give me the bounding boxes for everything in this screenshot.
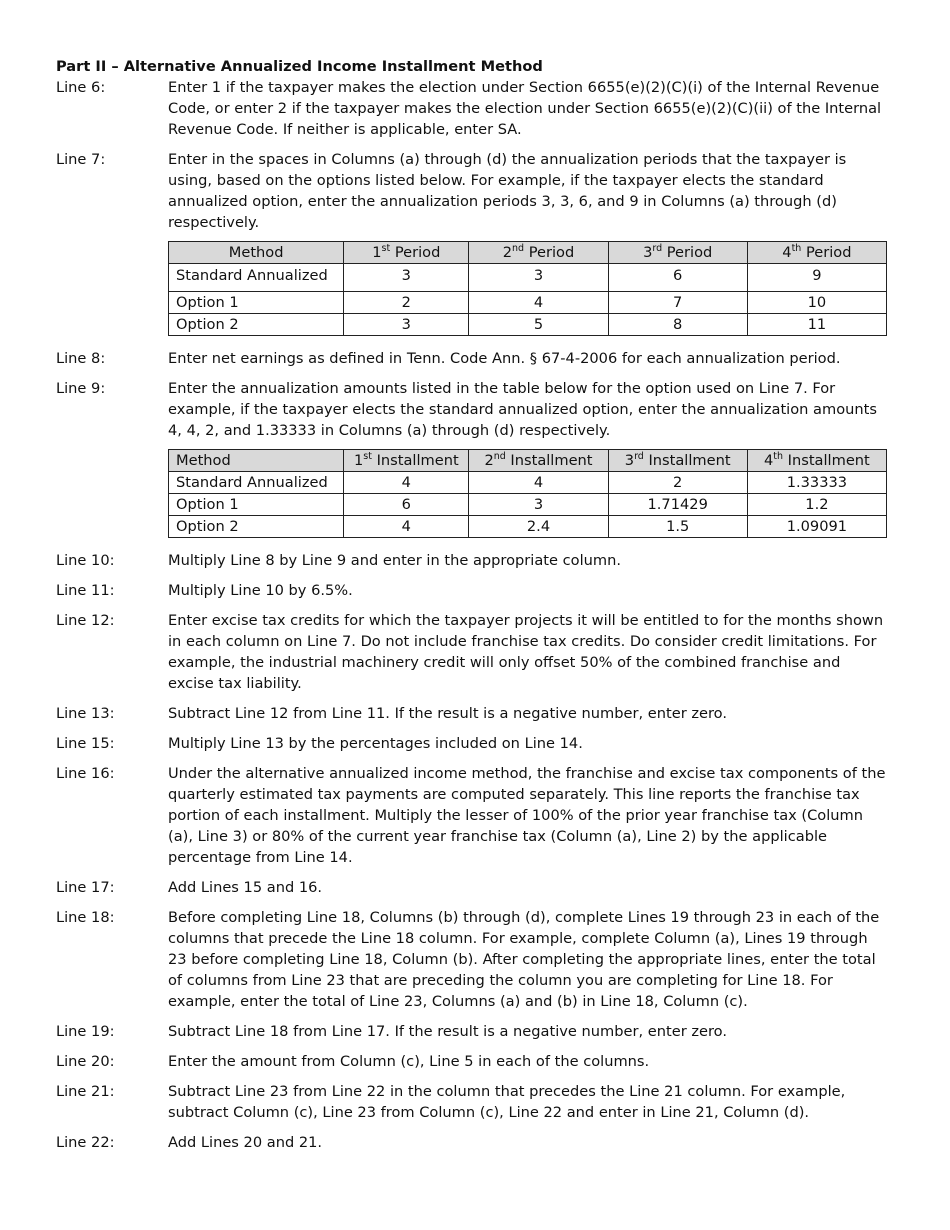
- line-label: Line 18:: [56, 909, 115, 926]
- line-label: Line 10:: [56, 552, 115, 569]
- table-cell: 3: [344, 264, 469, 292]
- line-text: Enter the annualization amounts listed in the table below for the option used on Line 7. For example, if the taxpayer elects the standard annualized option, enter the annualization amounts 4, 4, 2, and 1.33333 in Columns (a) through (d) respectively.: [168, 380, 877, 439]
- line-text: Subtract Line 12 from Line 11. If the result is a negative number, enter zero.: [168, 705, 727, 722]
- table-cell: 5: [469, 314, 608, 336]
- lines-group-a: [56, 77, 888, 233]
- table-cell: 1.5: [608, 516, 747, 538]
- line-text: Subtract Line 23 from Line 22 in the column that precedes the Line 21 column. For example, subtract Column (c), Line 23 from Column (c), Line 22 and enter in Line 21, Column (d).: [168, 1083, 846, 1121]
- header-method: Method: [169, 242, 344, 264]
- line-item: [56, 580, 888, 601]
- line-label: Line 8:: [56, 350, 106, 367]
- line-item: [56, 1051, 888, 1072]
- table-cell: 11: [747, 314, 886, 336]
- table-cell: 10: [747, 292, 886, 314]
- line-item: [56, 1021, 888, 1042]
- line-label: Line 17:: [56, 879, 115, 896]
- line-text: Before completing Line 18, Columns (b) through (d), complete Lines 19 through 23 in each of the columns that precede the Line 18 column. For example, complete Column (a), Lines 19 through 23 before completing Line 18, Column (b). After completing the appropriate lines, enter the total of columns from Line 23 that are preceding the column you are completing for Line 18. For example, enter the total of Line 23, Columns (a) and (b) in Line 18, Column (c).: [168, 909, 880, 1010]
- table-row: [169, 292, 887, 314]
- line-label: Line 16:: [56, 765, 115, 782]
- table-row: [169, 472, 887, 494]
- header-period-3: 3rd Period: [608, 242, 747, 264]
- table-cell: 9: [747, 264, 886, 292]
- table-cell: 2.4: [469, 516, 608, 538]
- table-cell: Option 1: [169, 494, 344, 516]
- line-text: Enter the amount from Column (c), Line 5 in each of the columns.: [168, 1053, 650, 1070]
- table-cell: 2: [344, 292, 469, 314]
- table-cell: 4: [344, 516, 469, 538]
- line-item: [56, 77, 888, 140]
- section-heading: Part II – Alternative Annualized Income Installment Method: [56, 58, 543, 75]
- line-text: Enter net earnings as defined in Tenn. Code Ann. § 67-4-2006 for each annualization period.: [168, 350, 841, 367]
- table-header-row: [169, 450, 887, 472]
- line-text: Enter 1 if the taxpayer makes the election under Section 6655(e)(2)(C)(i) of the Internal Revenue Code, or enter 2 if the taxpayer makes the election under Section 6655(e)(2)(C)(ii) of the Internal Revenue Code. If neither is applicable, enter SA.: [168, 79, 882, 138]
- annualization-amounts-table: [168, 449, 887, 538]
- line-text: Subtract Line 18 from Line 17. If the result is a negative number, enter zero.: [168, 1023, 727, 1040]
- line-label: Line 21:: [56, 1083, 115, 1100]
- line-item: [56, 763, 888, 868]
- table-cell: 3: [344, 314, 469, 336]
- line-label: Line 11:: [56, 582, 115, 599]
- line-text: Add Lines 20 and 21.: [168, 1134, 323, 1151]
- lines-group-b: [56, 348, 888, 441]
- table-row: [169, 264, 887, 292]
- table-cell: 1.09091: [747, 516, 886, 538]
- line-text: Enter excise tax credits for which the taxpayer projects it will be entitled to for the months shown in each column on Line 7. Do not include franchise tax credits. Do consider credit limitations. For example, the industrial machinery credit will only offset 50% of the combined franchise and excise tax liability.: [168, 612, 884, 692]
- line-item: [56, 877, 888, 898]
- table-row: [169, 516, 887, 538]
- header-installment-2: 2nd Installment: [469, 450, 608, 472]
- table-cell: 6: [344, 494, 469, 516]
- line-label: Line 19:: [56, 1023, 115, 1040]
- line-item: [56, 733, 888, 754]
- line-text: Enter in the spaces in Columns (a) through (d) the annualization periods that the taxpayer is using, based on the options listed below. For example, if the taxpayer elects the standard annualized option, enter the annualization periods 3, 3, 6, and 9 in Columns (a) through (d) respectively.: [168, 151, 847, 231]
- header-period-4: 4th Period: [747, 242, 886, 264]
- table-cell: 4: [469, 292, 608, 314]
- line-item: [56, 703, 888, 724]
- line-item: [56, 1132, 888, 1153]
- line-label: Line 9:: [56, 380, 106, 397]
- table-cell: 7: [608, 292, 747, 314]
- table-cell: Option 1: [169, 292, 344, 314]
- line-item: [56, 1081, 888, 1123]
- line-label: Line 13:: [56, 705, 115, 722]
- header-installment-3: 3rd Installment: [608, 450, 747, 472]
- header-installment-4: 4th Installment: [747, 450, 886, 472]
- line-text: Multiply Line 10 by 6.5%.: [168, 582, 353, 599]
- table-cell: 1.33333: [747, 472, 886, 494]
- line-item: [56, 348, 888, 369]
- line-item: [56, 378, 888, 441]
- line-text: Add Lines 15 and 16.: [168, 879, 323, 896]
- line-text: Multiply Line 13 by the percentages included on Line 14.: [168, 735, 583, 752]
- header-method: Method: [169, 450, 344, 472]
- table-cell: 4: [344, 472, 469, 494]
- table-cell: 1.2: [747, 494, 886, 516]
- header-period-1: 1st Period: [344, 242, 469, 264]
- table-cell: 4: [469, 472, 608, 494]
- table-cell: 3: [469, 494, 608, 516]
- table-cell: Option 2: [169, 516, 344, 538]
- table-cell: 2: [608, 472, 747, 494]
- table-cell: Option 2: [169, 314, 344, 336]
- line-item: [56, 907, 888, 1012]
- table-cell: 1.71429: [608, 494, 747, 516]
- line-item: [56, 610, 888, 694]
- header-period-2: 2nd Period: [469, 242, 608, 264]
- line-label: Line 6:: [56, 79, 106, 96]
- table-cell: 6: [608, 264, 747, 292]
- table-header-row: [169, 242, 887, 264]
- table-row: [169, 494, 887, 516]
- table-row: [169, 314, 887, 336]
- instructions-page: [56, 56, 888, 1162]
- line-item: [56, 149, 888, 233]
- line-label: Line 20:: [56, 1053, 115, 1070]
- table-cell: Standard Annualized: [169, 264, 344, 292]
- line-text: Under the alternative annualized income method, the franchise and excise tax components of the quarterly estimated tax payments are computed separately. This line reports the franchise tax portion of each installment. Multiply the lesser of 100% of the prior year franchise tax (Column (a), Line 3) or 80% of the current year franchise tax (Column (a), Line 2) by the applicable percentage from Line 14.: [168, 765, 886, 866]
- line-label: Line 15:: [56, 735, 115, 752]
- table-cell: 3: [469, 264, 608, 292]
- lines-group-c: [56, 550, 888, 1153]
- annualization-periods-table: [168, 241, 887, 336]
- line-item: [56, 550, 888, 571]
- table-cell: 8: [608, 314, 747, 336]
- line-text: Multiply Line 8 by Line 9 and enter in the appropriate column.: [168, 552, 621, 569]
- line-label: Line 7:: [56, 151, 106, 168]
- line-label: Line 12:: [56, 612, 115, 629]
- table-cell: Standard Annualized: [169, 472, 344, 494]
- header-installment-1: 1st Installment: [344, 450, 469, 472]
- line-label: Line 22:: [56, 1134, 115, 1151]
